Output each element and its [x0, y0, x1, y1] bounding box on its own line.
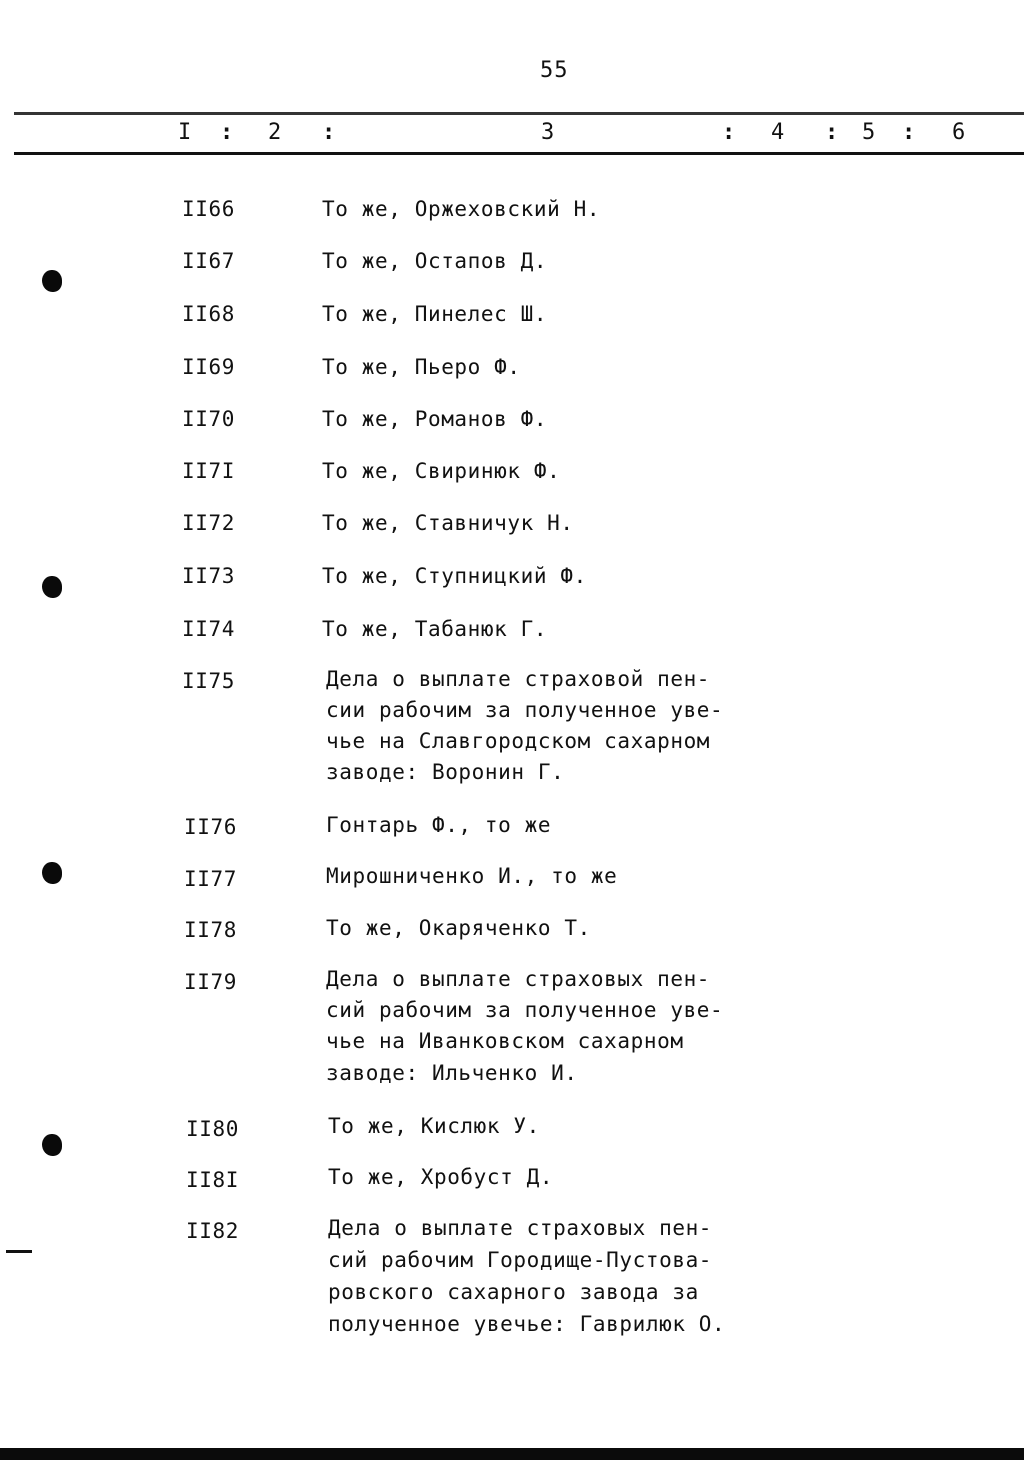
item-title-line: сий рабочим за полученное уве-: [326, 998, 724, 1022]
item-title-line: заводе: Воронин Г.: [326, 760, 565, 784]
item-title: То же, Окаряченко Т.: [326, 916, 591, 940]
item-title: То же, Ступницкий Ф.: [322, 564, 587, 588]
item-number: II69: [182, 355, 235, 379]
item-title-line: сии рабочим за полученное уве-: [326, 698, 724, 722]
margin-dash-mark: [6, 1250, 32, 1253]
item-title: То же, Хробуст Д.: [328, 1165, 554, 1189]
item-number: II82: [186, 1219, 239, 1243]
item-title-line: ровского сахарного завода за: [328, 1280, 699, 1304]
column-separator: :: [220, 120, 234, 145]
column-header-5: 5: [862, 120, 876, 145]
page-number: 55: [540, 58, 569, 83]
item-title-line: Дела о выплате страховой пен-: [326, 667, 711, 691]
column-separator: :: [825, 120, 839, 145]
item-title: То же, Романов Ф.: [322, 407, 548, 431]
item-title: Мирошниченко И., то же: [326, 864, 618, 888]
item-number: II8I: [186, 1168, 239, 1192]
item-title-line: чье на Славгородском сахарном: [326, 729, 711, 753]
column-separator: :: [722, 120, 736, 145]
header-top-rule: [14, 112, 1024, 115]
column-header-2: 2: [268, 120, 282, 145]
item-number: II67: [182, 249, 235, 273]
punch-hole-mark: [42, 576, 62, 598]
item-number: II80: [186, 1117, 239, 1141]
item-title-line: Дела о выплате страховых пен-: [328, 1216, 713, 1240]
item-number: II68: [182, 302, 235, 326]
column-separator: :: [902, 120, 916, 145]
item-title-line: заводе: Ильченко И.: [326, 1061, 578, 1085]
item-number: II72: [182, 511, 235, 535]
item-title: Гонтарь Ф., то же: [326, 813, 552, 837]
item-title-line: Дела о выплате страховых пен-: [326, 967, 711, 991]
item-number: II73: [182, 564, 235, 588]
item-title: То же, Свиринюк Ф.: [322, 459, 561, 483]
item-number: II7I: [182, 459, 235, 483]
item-title: То же, Пьеро Ф.: [322, 355, 521, 379]
item-title-line: полученное увечье: Гаврилюк О.: [328, 1312, 726, 1336]
column-header-1: I: [178, 120, 192, 145]
item-title: То же, Табанюк Г.: [322, 617, 548, 641]
column-separator: :: [322, 120, 336, 145]
item-number: II75: [182, 669, 235, 693]
item-title-line: сий рабочим Городище-Пустова-: [328, 1248, 713, 1272]
column-header-6: 6: [952, 120, 966, 145]
item-title: То же, Ставничук Н.: [322, 511, 574, 535]
item-title-line: чье на Иванковском сахарном: [326, 1029, 684, 1053]
column-header-4: 4: [771, 120, 785, 145]
column-header-3: 3: [541, 120, 555, 145]
item-number: II76: [184, 815, 237, 839]
item-number: II66: [182, 197, 235, 221]
item-number: II79: [184, 970, 237, 994]
header-bottom-rule: [14, 152, 1024, 155]
item-number: II78: [184, 918, 237, 942]
item-number: II74: [182, 617, 235, 641]
item-number: II77: [184, 867, 237, 891]
page-bottom-edge: [0, 1448, 1024, 1460]
punch-hole-mark: [42, 270, 62, 292]
punch-hole-mark: [42, 862, 62, 884]
item-title: То же, Остапов Д.: [322, 249, 548, 273]
item-title: То же, Кислюк У.: [328, 1114, 540, 1138]
item-number: II70: [182, 407, 235, 431]
item-title: То же, Оржеховский Н.: [322, 197, 601, 221]
item-title: То же, Пинелес Ш.: [322, 302, 548, 326]
punch-hole-mark: [42, 1134, 62, 1156]
